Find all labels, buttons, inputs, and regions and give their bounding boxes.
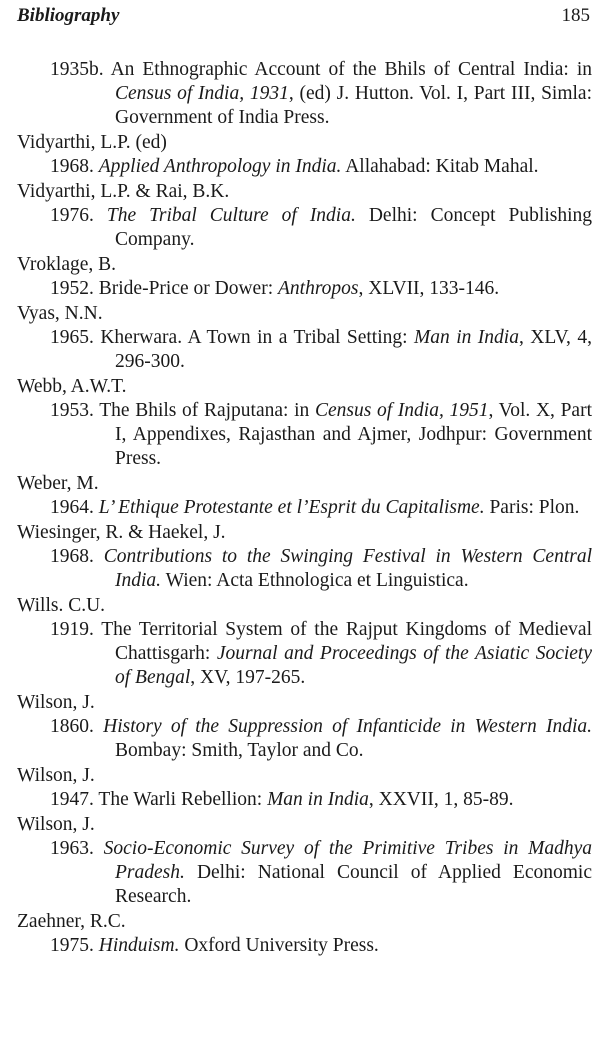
entry-year: 1968. <box>50 156 94 177</box>
entry-title-italic: Socio-Economic Survey of the Primitive Tribes in Madhya Pradesh. <box>103 838 593 883</box>
entry-text: Oxford University Press. <box>179 935 379 956</box>
entry-text: , Vol. X, Part I, Appendixes, Rajasthan and Ajmer, Jodhpur: Government Press. <box>115 400 592 469</box>
entry-work <box>17 496 592 520</box>
entry-work <box>17 934 592 958</box>
entry-year: 1963. <box>50 838 94 859</box>
entry-author: Vroklage, B. <box>17 254 117 275</box>
entry-text: , XLVII, 133-146. <box>358 278 500 299</box>
entry-text: Paris: Plon. <box>484 497 580 518</box>
page-number: 185 <box>561 5 590 26</box>
entry-text: Allahabad: Kitab Mahal. <box>341 156 539 177</box>
entry-year: 1935b. <box>50 59 104 80</box>
running-head: Bibliography <box>17 5 120 26</box>
entry-text: The Territorial System of the Rajput Kingdoms of Medieval Chattisgarh: <box>101 619 592 664</box>
entry-title-italic: Applied Anthropology in India. <box>98 156 342 177</box>
entry-title-italic: Contributions to the Swinging Festival in Western Central India. <box>103 546 592 591</box>
entry-text: Delhi: National Council of Applied Economic Research. <box>115 862 592 907</box>
entry-year: 1975. <box>50 935 94 956</box>
entry-author: Weber, M. <box>17 473 99 494</box>
entry-work <box>17 399 592 471</box>
entry-work <box>17 715 592 763</box>
entry-author: Wilson, J. <box>17 814 95 835</box>
entry-year: 1965. <box>50 327 94 348</box>
entry-work <box>17 204 592 252</box>
entry-work <box>17 277 592 301</box>
entry-text: Delhi: Concept Publishing Company. <box>115 205 592 250</box>
entry-text: , XV, 197-265. <box>190 667 306 688</box>
entry-author: Vidyarthi, L.P. (ed) <box>17 132 167 153</box>
entry-work <box>17 618 592 690</box>
entry-text: Wien: Acta Ethnologica et Linguistica. <box>161 570 469 591</box>
entry-title-italic: Man in India <box>414 327 519 348</box>
entry-work <box>17 837 592 909</box>
entry-author: Webb, A.W.T. <box>17 376 127 397</box>
entry-text: Bride-Price or Dower: <box>98 278 278 299</box>
entry-work <box>17 326 592 374</box>
entry-text: The Bhils of Rajputana: in <box>99 400 315 421</box>
entry-title-italic: The Tribal Culture of India. <box>106 205 356 226</box>
entry-text: An Ethnographic Account of the Bhils of Central India: in <box>110 59 592 80</box>
entry-work <box>17 545 592 593</box>
entry-year: 1968. <box>50 546 94 567</box>
entry-author: Wiesinger, R. & Haekel, J. <box>17 522 226 543</box>
entry-author: Vidyarthi, L.P. & Rai, B.K. <box>17 181 230 202</box>
entry-year: 1919. <box>50 619 94 640</box>
entry-title-italic: Man in India <box>267 789 369 810</box>
entry-year: 1964. <box>50 497 94 518</box>
entry-work <box>17 58 592 130</box>
entry-text: , (ed) J. Hutton. Vol. I, Part III, Simla: Government of India Press. <box>115 83 592 128</box>
entry-work <box>17 155 592 179</box>
entry-title-italic: Census of India, 1951 <box>314 400 489 421</box>
entry-year: 1952. <box>50 278 94 299</box>
entry-author: Zaehner, R.C. <box>17 911 126 932</box>
entry-title-italic: Journal and Proceedings of the Asiatic Society of Bengal <box>115 643 592 688</box>
page-header <box>17 4 592 34</box>
entry-text: Kherwara. A Town in a Tribal Setting: <box>100 327 414 348</box>
entry-text: , XLV, 4, 296-300. <box>115 327 593 372</box>
entry-title-italic: Anthropos <box>277 278 359 299</box>
entry-title-italic: History of the Suppression of Infanticide in Western India. <box>103 716 593 737</box>
entry-author: Wilson, J. <box>17 765 95 786</box>
entry-text: , XXVII, 1, 85-89. <box>368 789 514 810</box>
entry-year: 1976. <box>50 205 94 226</box>
entry-title-italic: Census of India, 1931 <box>115 83 289 104</box>
entry-year: 1953. <box>50 400 94 421</box>
entry-text: The Warli Rebellion: <box>98 789 268 810</box>
entry-title-italic: L’ Ethique Protestante et l’Esprit du Capitalisme. <box>98 497 485 518</box>
entry-title-italic: Hinduism. <box>98 935 180 956</box>
entry-work <box>17 788 592 812</box>
entry-year: 1860. <box>50 716 94 737</box>
entry-text: Bombay: Smith, Taylor and Co. <box>115 740 364 761</box>
entry-author: Wills. C.U. <box>17 595 106 616</box>
bibliography-list <box>17 58 592 958</box>
entry-author: Vyas, N.N. <box>17 303 103 324</box>
entry-author: Wilson, J. <box>17 692 95 713</box>
entry-year: 1947. <box>50 789 94 810</box>
